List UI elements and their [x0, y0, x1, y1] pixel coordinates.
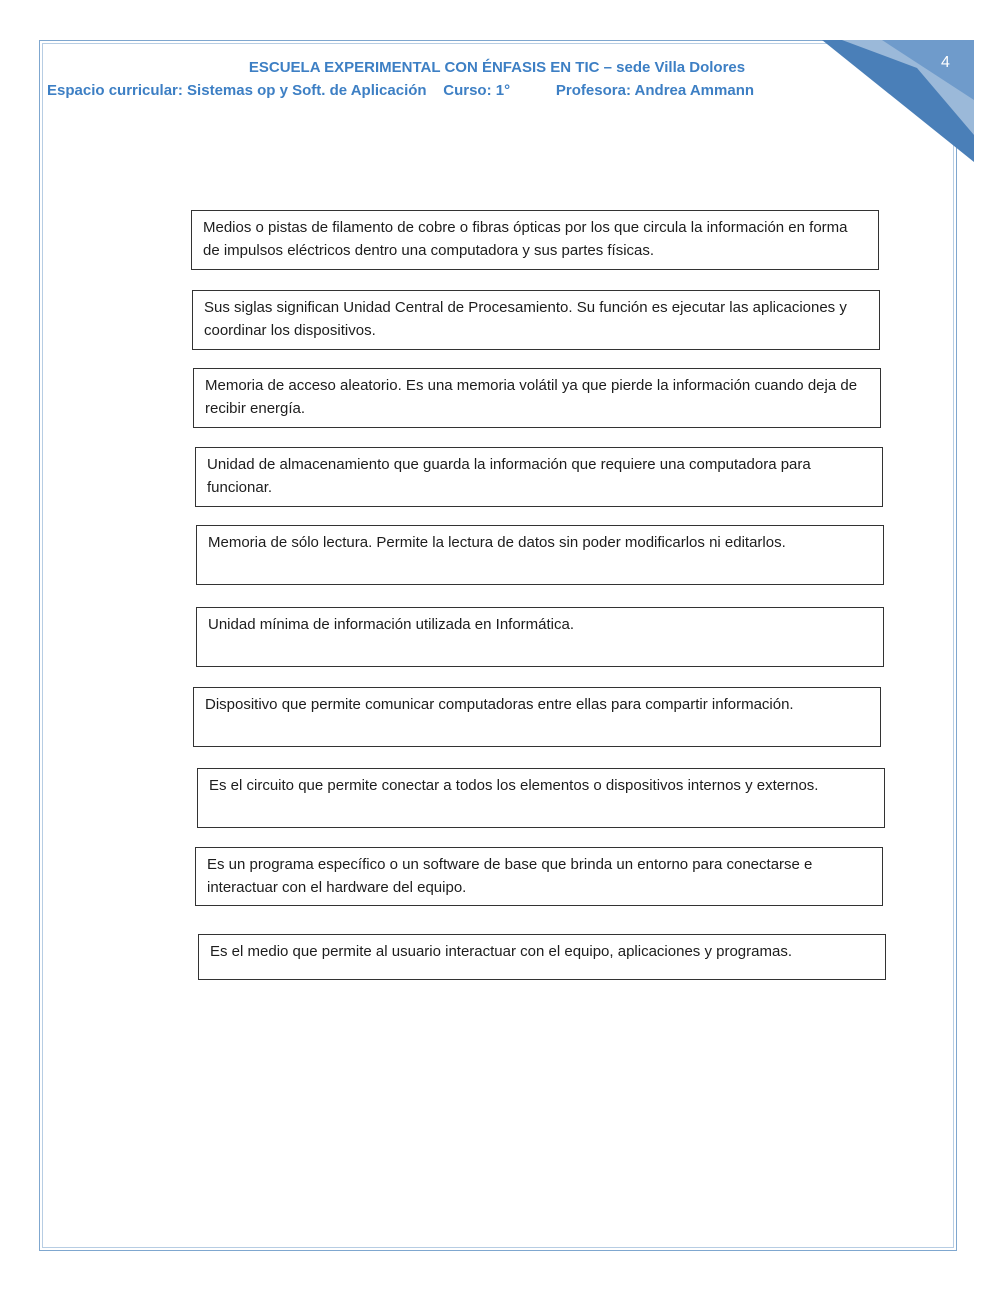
teacher-label: Profesora: Andrea Ammann: [555, 82, 755, 99]
definition-text: Memoria de acceso aleatorio. Es una memoria volátil ya que pierde la información cuando deja de recibir energía.: [205, 377, 858, 417]
definition-box[interactable]: [198, 934, 886, 980]
definition-box[interactable]: [191, 210, 879, 270]
definition-text: Es un programa específico o un software de base que brinda un entorno para conectarse e interactuar con el hardware del equipo.: [207, 856, 813, 896]
page-number: 4: [941, 54, 950, 71]
definition-text: Medios o pistas de filamento de cobre o fibras ópticas por los que circula la información en forma de impulsos eléctricos dentro una computadora y sus partes físicas.: [203, 219, 848, 259]
definition-box[interactable]: [195, 447, 883, 507]
definition-text: Dispositivo que permite comunicar computadoras entre ellas para compartir información.: [205, 696, 794, 713]
definition-box[interactable]: [196, 607, 884, 667]
definition-box[interactable]: [197, 768, 885, 828]
definition-box[interactable]: [193, 368, 881, 428]
school-title: ESCUELA EXPERIMENTAL CON ÉNFASIS EN TIC – sede Villa Dolores: [248, 59, 746, 76]
definition-text: Es el circuito que permite conectar a todos los elementos o dispositivos internos y externos.: [209, 777, 819, 794]
definition-box[interactable]: [192, 290, 880, 350]
definition-text: Sus siglas significan Unidad Central de Procesamiento. Su función es ejecutar las aplicaciones y coordinar los dispositivos.: [204, 299, 847, 339]
definition-text: Unidad mínima de información utilizada en Informática.: [208, 616, 575, 633]
course-info-line: [47, 82, 754, 99]
course-label: Curso: 1°: [443, 82, 511, 99]
definition-text: Memoria de sólo lectura. Permite la lectura de datos sin poder modificarlos ni editarlos.: [208, 534, 786, 551]
definition-text: Unidad de almacenamiento que guarda la información que requiere una computadora para funcionar.: [207, 456, 811, 496]
subject-label: Espacio curricular: Sistemas op y Soft. de Aplicación: [47, 82, 427, 99]
definition-box[interactable]: [196, 525, 884, 585]
definition-box[interactable]: [193, 687, 881, 747]
definition-text: Es el medio que permite al usuario interactuar con el equipo, aplicaciones y programas.: [210, 943, 792, 960]
definition-box[interactable]: [195, 847, 883, 906]
